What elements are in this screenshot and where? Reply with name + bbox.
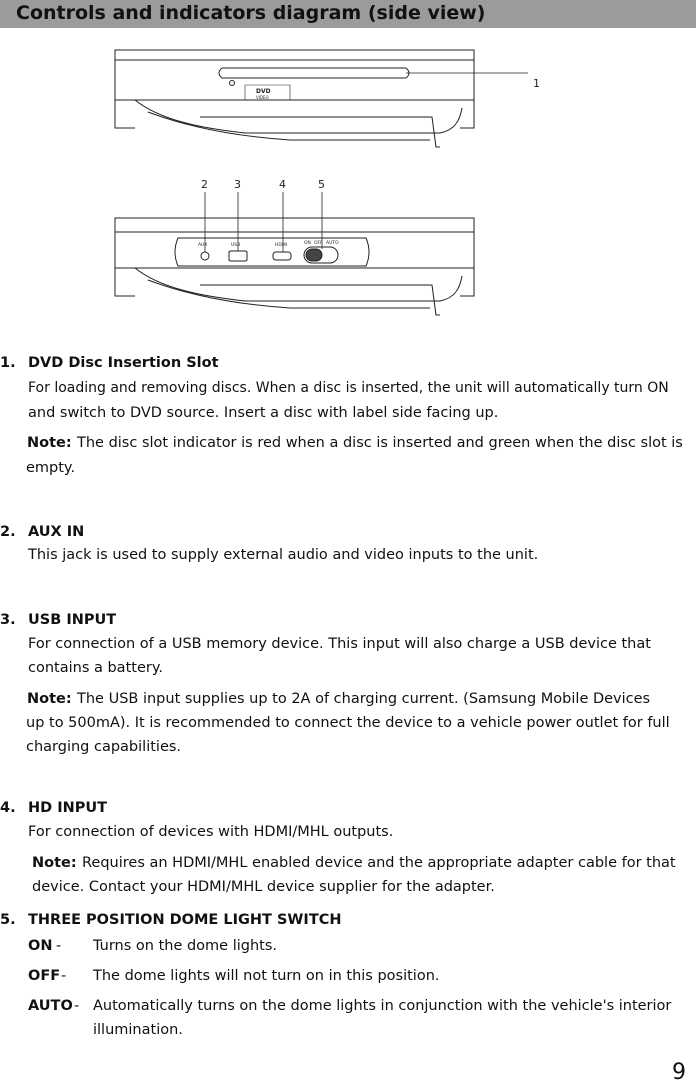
callout-2: 2 [201,178,208,191]
note-label: Note: [32,855,77,871]
item-number: 4. [0,800,16,816]
aux-port-label: AUX [198,243,208,248]
option-key-off: OFF [28,968,61,984]
option-separator: - [74,998,80,1014]
option-key-on: ON [28,938,53,954]
note-label: Note: [27,691,72,707]
note-text-line: charging capabilities. [26,739,182,755]
item-text-line: For connection of devices with HDMI/MHL outputs. [28,824,394,840]
callout-5: 5 [318,178,325,191]
item-text-line: For connection of a USB memory device. This input will also charge a USB device that [28,636,651,652]
aux-jack-icon [201,252,209,260]
item-text-line: For loading and removing discs. When a disc is inserted, the unit will automatically turn ON [28,380,669,396]
usb-port-label: USB [231,243,241,248]
option-separator: - [56,938,62,954]
item-title: DVD Disc Insertion Slot [28,355,219,371]
usb-port-icon [229,251,247,261]
switch-auto-label: AUTO [326,241,339,246]
controls-diagram [0,0,696,340]
item-number: 1. [0,355,16,371]
option-text-line: Automatically turns on the dome lights in conjunction with the vehicle's interior [93,998,672,1014]
note-text-line: device. Contact your HDMI/MHL device supplier for the adapter. [32,879,495,895]
item-number: 5. [0,912,16,928]
section-title: Controls and indicators diagram (side view) [16,2,486,24]
option-text-line: Turns on the dome lights. [93,938,278,954]
item-title: HD INPUT [28,800,108,816]
callout-1: 1 [533,77,540,90]
item-text-line: and switch to DVD source. Insert a disc with label side facing up. [28,405,499,421]
callout-3: 3 [234,178,241,191]
note-text-line: The USB input supplies up to 2A of charging current. (Samsung Mobile Devices [77,691,651,707]
item-title: THREE POSITION DOME LIGHT SWITCH [28,912,342,928]
switch-off-label: OFF [314,241,323,246]
switch-on-label: ON [304,241,311,246]
option-text-line: The dome lights will not turn on in this position. [93,968,440,984]
item-title: AUX IN [28,524,85,540]
item-text-line: This jack is used to supply external audio and video inputs to the unit. [28,547,539,563]
page-number: 9 [672,1060,686,1085]
side-view-unit [115,218,474,315]
disc-logo-dvd: DVD [256,88,271,95]
option-separator: - [61,968,67,984]
item-number: 3. [0,612,16,628]
item-number: 2. [0,524,16,540]
option-text-line: illumination. [93,1022,183,1038]
note-text-line: The disc slot indicator is red when a disc is inserted and green when the disc slot is [77,435,683,451]
note-text-line: up to 500mA). It is recommended to connect the device to a vehicle power outlet for full [26,715,670,731]
top-view-unit [115,50,474,147]
note-text-line: empty. [26,460,76,476]
callout-4: 4 [279,178,286,191]
hdmi-port-label: HDMI [275,243,288,248]
item-title: USB INPUT [28,612,117,628]
option-key-auto: AUTO [28,998,73,1014]
note-text-line: Requires an HDMI/MHL enabled device and the appropriate adapter cable for that [82,855,676,871]
hdmi-port-icon [273,252,291,260]
note-label: Note: [27,435,72,451]
item-text-line: contains a battery. [28,660,163,676]
disc-logo-video: VIDEO [256,95,269,100]
